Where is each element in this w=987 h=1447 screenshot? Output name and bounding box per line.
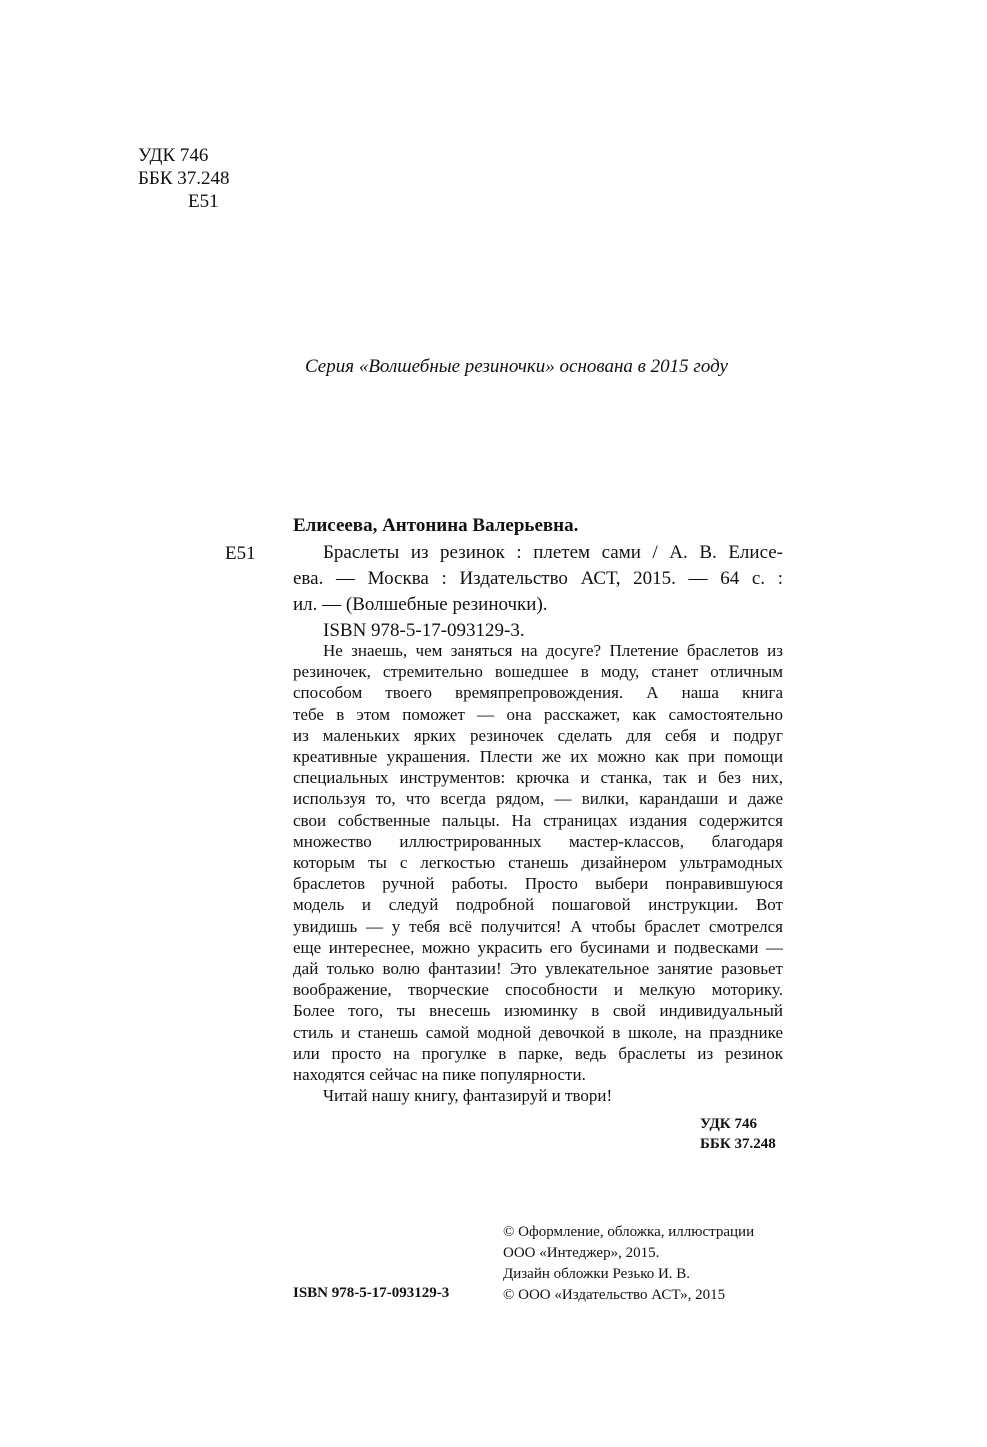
author-mark: Е51 [225, 543, 256, 564]
annotation-line: дай только волю фантазии! Это увлекательное занятие разовьет [293, 959, 783, 979]
annotation [293, 640, 783, 1106]
biblio-line: ил. — (Волшебные резиночки). [293, 594, 548, 615]
copyright-line: © ООО «Издательство АСТ», 2015 [503, 1287, 726, 1303]
biblio-isbn: ISBN 978-5-17-093129-3. [323, 620, 525, 641]
annotation-line: Более того, ты внесешь изюминку в свой индивидуальный [293, 1001, 783, 1021]
annotation-line: которым ты с легкостью станешь дизайнером ультрамодных [293, 853, 783, 873]
bbk-code-bottom: ББК 37.248 [700, 1136, 776, 1152]
annotation-line: увидишь — у тебя всё получится! А чтобы браслет смотрелся [293, 916, 783, 936]
bbk-code: ББК 37.248 [138, 168, 230, 189]
biblio-line: ева. — Москва : Издательство АСТ, 2015. — 64 с. : [293, 568, 783, 589]
annotation-line: еще интереснее, можно украсить его бусинами и подвесками — [293, 937, 783, 957]
annotation-line: модель и следуй подробной пошаговой инструкции. Вот [293, 895, 783, 915]
udk-code: УДК 746 [138, 145, 209, 166]
biblio-line: Браслеты из резинок : плетем сами / А. В. Елисе- [323, 542, 783, 563]
annotation-line: множество иллюстрированных мастер-классов, благодаря [293, 831, 783, 851]
annotation-line: или просто на прогулке в парке, ведь браслеты из резинок [293, 1043, 783, 1063]
series-note: Серия «Волшебные резиночки» основана в 2015 году [305, 356, 728, 377]
author-mark-code: Е51 [188, 191, 219, 212]
annotation-line: резиночек, стремительно вошедшее в моду, станет отличным [293, 662, 783, 682]
classification-codes-top [138, 144, 230, 213]
annotation-closing: Читай нашу книгу, фантазируй и твори! [323, 1086, 613, 1106]
annotation-line: свои собственные пальцы. На страницах издания содержится [293, 810, 783, 830]
copyright-line: © Оформление, обложка, иллюстрации [503, 1224, 755, 1240]
isbn-number: ISBN 978-5-17-093129-3 [293, 1285, 450, 1301]
annotation-line: специальных инструментов: крючка и станка, так и без них, [293, 768, 783, 788]
udk-code-bottom: УДК 746 [700, 1116, 757, 1132]
annotation-line: используя то, что всегда рядом, — вилки, карандаши и даже [293, 789, 783, 809]
author-heading: Елисеева, Антонина Валерьевна. [293, 515, 579, 536]
copyright-line: Дизайн обложки Резько И. В. [503, 1266, 691, 1282]
annotation-line: креативные украшения. Плести же их можно как при помощи [293, 747, 783, 767]
bibliographic-record [293, 540, 783, 644]
annotation-line: браслетов ручной работы. Просто выбери понравившуюся [293, 874, 783, 894]
annotation-line: способом твоего времяпрепровождения. А наша книга [293, 683, 783, 703]
annotation-line: из маленьких ярких резиночек сделать для себя и подруг [293, 725, 783, 745]
annotation-line: тебе в этом поможет — она расскажет, как самостоятельно [293, 704, 783, 724]
classification-codes-bottom [700, 1114, 776, 1154]
copyright-notice [503, 1222, 754, 1306]
annotation-line: стиль и станешь самой модной девочкой в школе, на празднике [293, 1022, 783, 1042]
copyright-line: ООО «Интеджер», 2015. [503, 1245, 660, 1261]
annotation-line: воображение, творческие способности и мелкую моторику. [293, 980, 783, 1000]
annotation-line: Не знаешь, чем заняться на досуге? Плетение браслетов из [323, 641, 783, 660]
annotation-line: находятся сейчас на пике популярности. [293, 1065, 586, 1085]
